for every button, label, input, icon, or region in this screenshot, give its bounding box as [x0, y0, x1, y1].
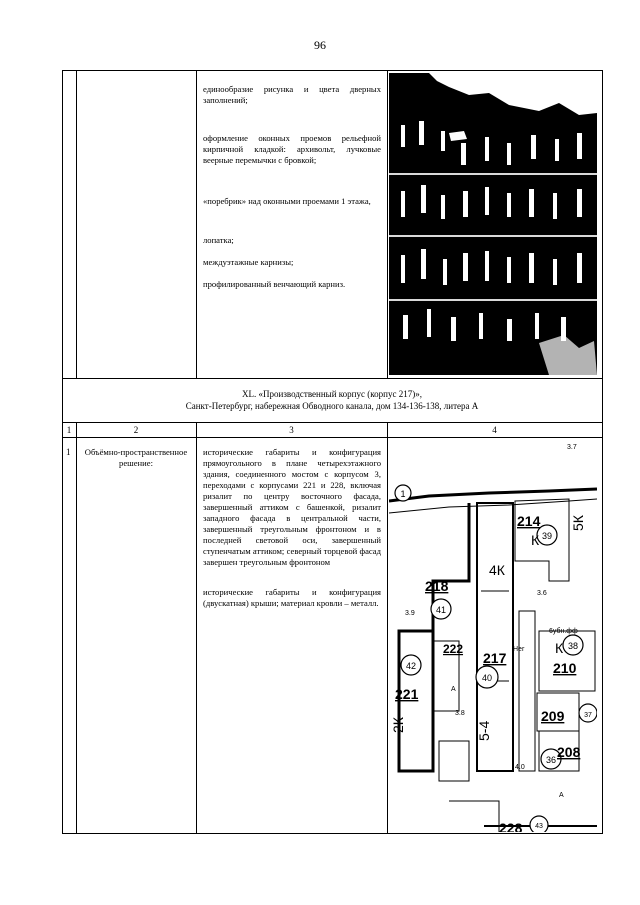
plan-circle-label: 41	[435, 605, 447, 615]
plan-circle-label: 39	[541, 531, 553, 541]
plan-circle-label: 36	[545, 755, 557, 765]
paragraph: междуэтажные карнизы;	[203, 257, 294, 267]
column-number: 2	[133, 425, 139, 435]
paragraph: исторические габариты и конфигурация (двускатная) крыши; материал кровли – металл.	[203, 587, 381, 608]
column-divider	[76, 70, 77, 378]
plan-floor-label: К	[555, 640, 564, 656]
plan-circle-label: 42	[405, 661, 417, 671]
plan-elevation: 3.7	[567, 444, 577, 451]
plan-circle-label: 38	[567, 641, 579, 651]
row1-text	[203, 447, 381, 609]
site-plan	[389, 441, 597, 832]
table-divider	[62, 422, 603, 423]
plan-circle-label: 37	[584, 712, 592, 719]
plan-circle-label: 1	[400, 489, 406, 499]
column-number: 3	[289, 425, 294, 435]
table-border-top	[62, 70, 603, 71]
plan-floor-label: К	[531, 532, 540, 548]
paragraph: «поребрик» над оконными проемами 1 этажа,	[203, 196, 371, 206]
plan-floor-label: 5-4	[476, 720, 492, 741]
column-number: 4	[492, 425, 497, 435]
paragraph: лопатка;	[203, 235, 234, 245]
upper-row-text	[203, 84, 381, 290]
facade-photo	[389, 73, 597, 375]
plan-floor-label: 5К	[570, 515, 586, 531]
plan-elevation: 3.6	[537, 590, 547, 597]
column-divider	[196, 422, 197, 833]
section-title-line1: XL. «Производственный корпус (корпус 217)»,	[242, 389, 422, 399]
table-border-right	[602, 70, 603, 833]
paragraph: исторические габариты и конфигурация прямоугольного в плане четырехэтажного здания, соединенного мостом с корпусом 3, переходами с корпусами 221 и 228, включая ризалит по центру восточного фасада, завершенный аттиком с башенкой, ризалит западного фасада в центральной части, завершенный треугольным фронтоном и в последней световой оси, завершенный ступенчатым аттиком; северный торцевой фасад завершен треугольным фронтоном	[203, 447, 381, 567]
section-title-line2: Санкт-Петербург, набережная Обводного канала, дом 134-136-138, литера А	[185, 401, 479, 411]
plan-letter: А	[451, 686, 456, 693]
plan-elevation: 4.0	[515, 764, 525, 771]
page-number: 96	[314, 38, 326, 52]
column-divider	[387, 70, 388, 378]
table-border-left	[62, 70, 63, 833]
column-number: 1	[66, 425, 72, 435]
paragraph: оформление оконных проемов рельефной кирпичной кладкой: архивольт, лучковые веерные перемычки с бровкой;	[203, 133, 381, 165]
column-divider	[196, 70, 197, 378]
paragraph: единообразие рисунка и цвета дверных заполнений;	[203, 84, 381, 105]
section-title	[62, 388, 602, 412]
plan-elevation: 3.8	[455, 710, 465, 717]
plan-street-label: 6убн.фф	[549, 628, 578, 635]
plan-building-number: 208	[557, 744, 581, 760]
table-border-bottom	[62, 833, 603, 834]
plan-letter: А	[559, 792, 564, 799]
plan-building-number: 218	[425, 578, 449, 594]
row-number: 1	[66, 447, 71, 457]
paragraph: профилированный венчающий карниз.	[203, 279, 346, 289]
plan-elevation: 3.9	[405, 610, 415, 617]
column-divider	[387, 422, 388, 833]
table-divider	[62, 437, 603, 438]
row-label: Объёмно-пространственное решение:	[84, 447, 188, 468]
plan-building-number: 210	[553, 660, 577, 676]
plan-building-number: 217	[483, 650, 507, 666]
plan-note: Нег	[513, 646, 525, 653]
plan-floor-label: 4К	[489, 562, 505, 578]
plan-building-number: 228	[499, 820, 523, 832]
column-divider	[76, 422, 77, 833]
plan-building-number: 221	[395, 686, 419, 702]
plan-circle-label: 43	[535, 823, 543, 830]
plan-building-number: 222	[443, 642, 464, 656]
plan-circle-label: 40	[481, 673, 493, 683]
table-divider	[62, 378, 603, 379]
plan-building-number: 209	[541, 708, 565, 724]
plan-floor-label: 2К	[390, 717, 406, 733]
plan-building-number: 214	[517, 513, 541, 529]
